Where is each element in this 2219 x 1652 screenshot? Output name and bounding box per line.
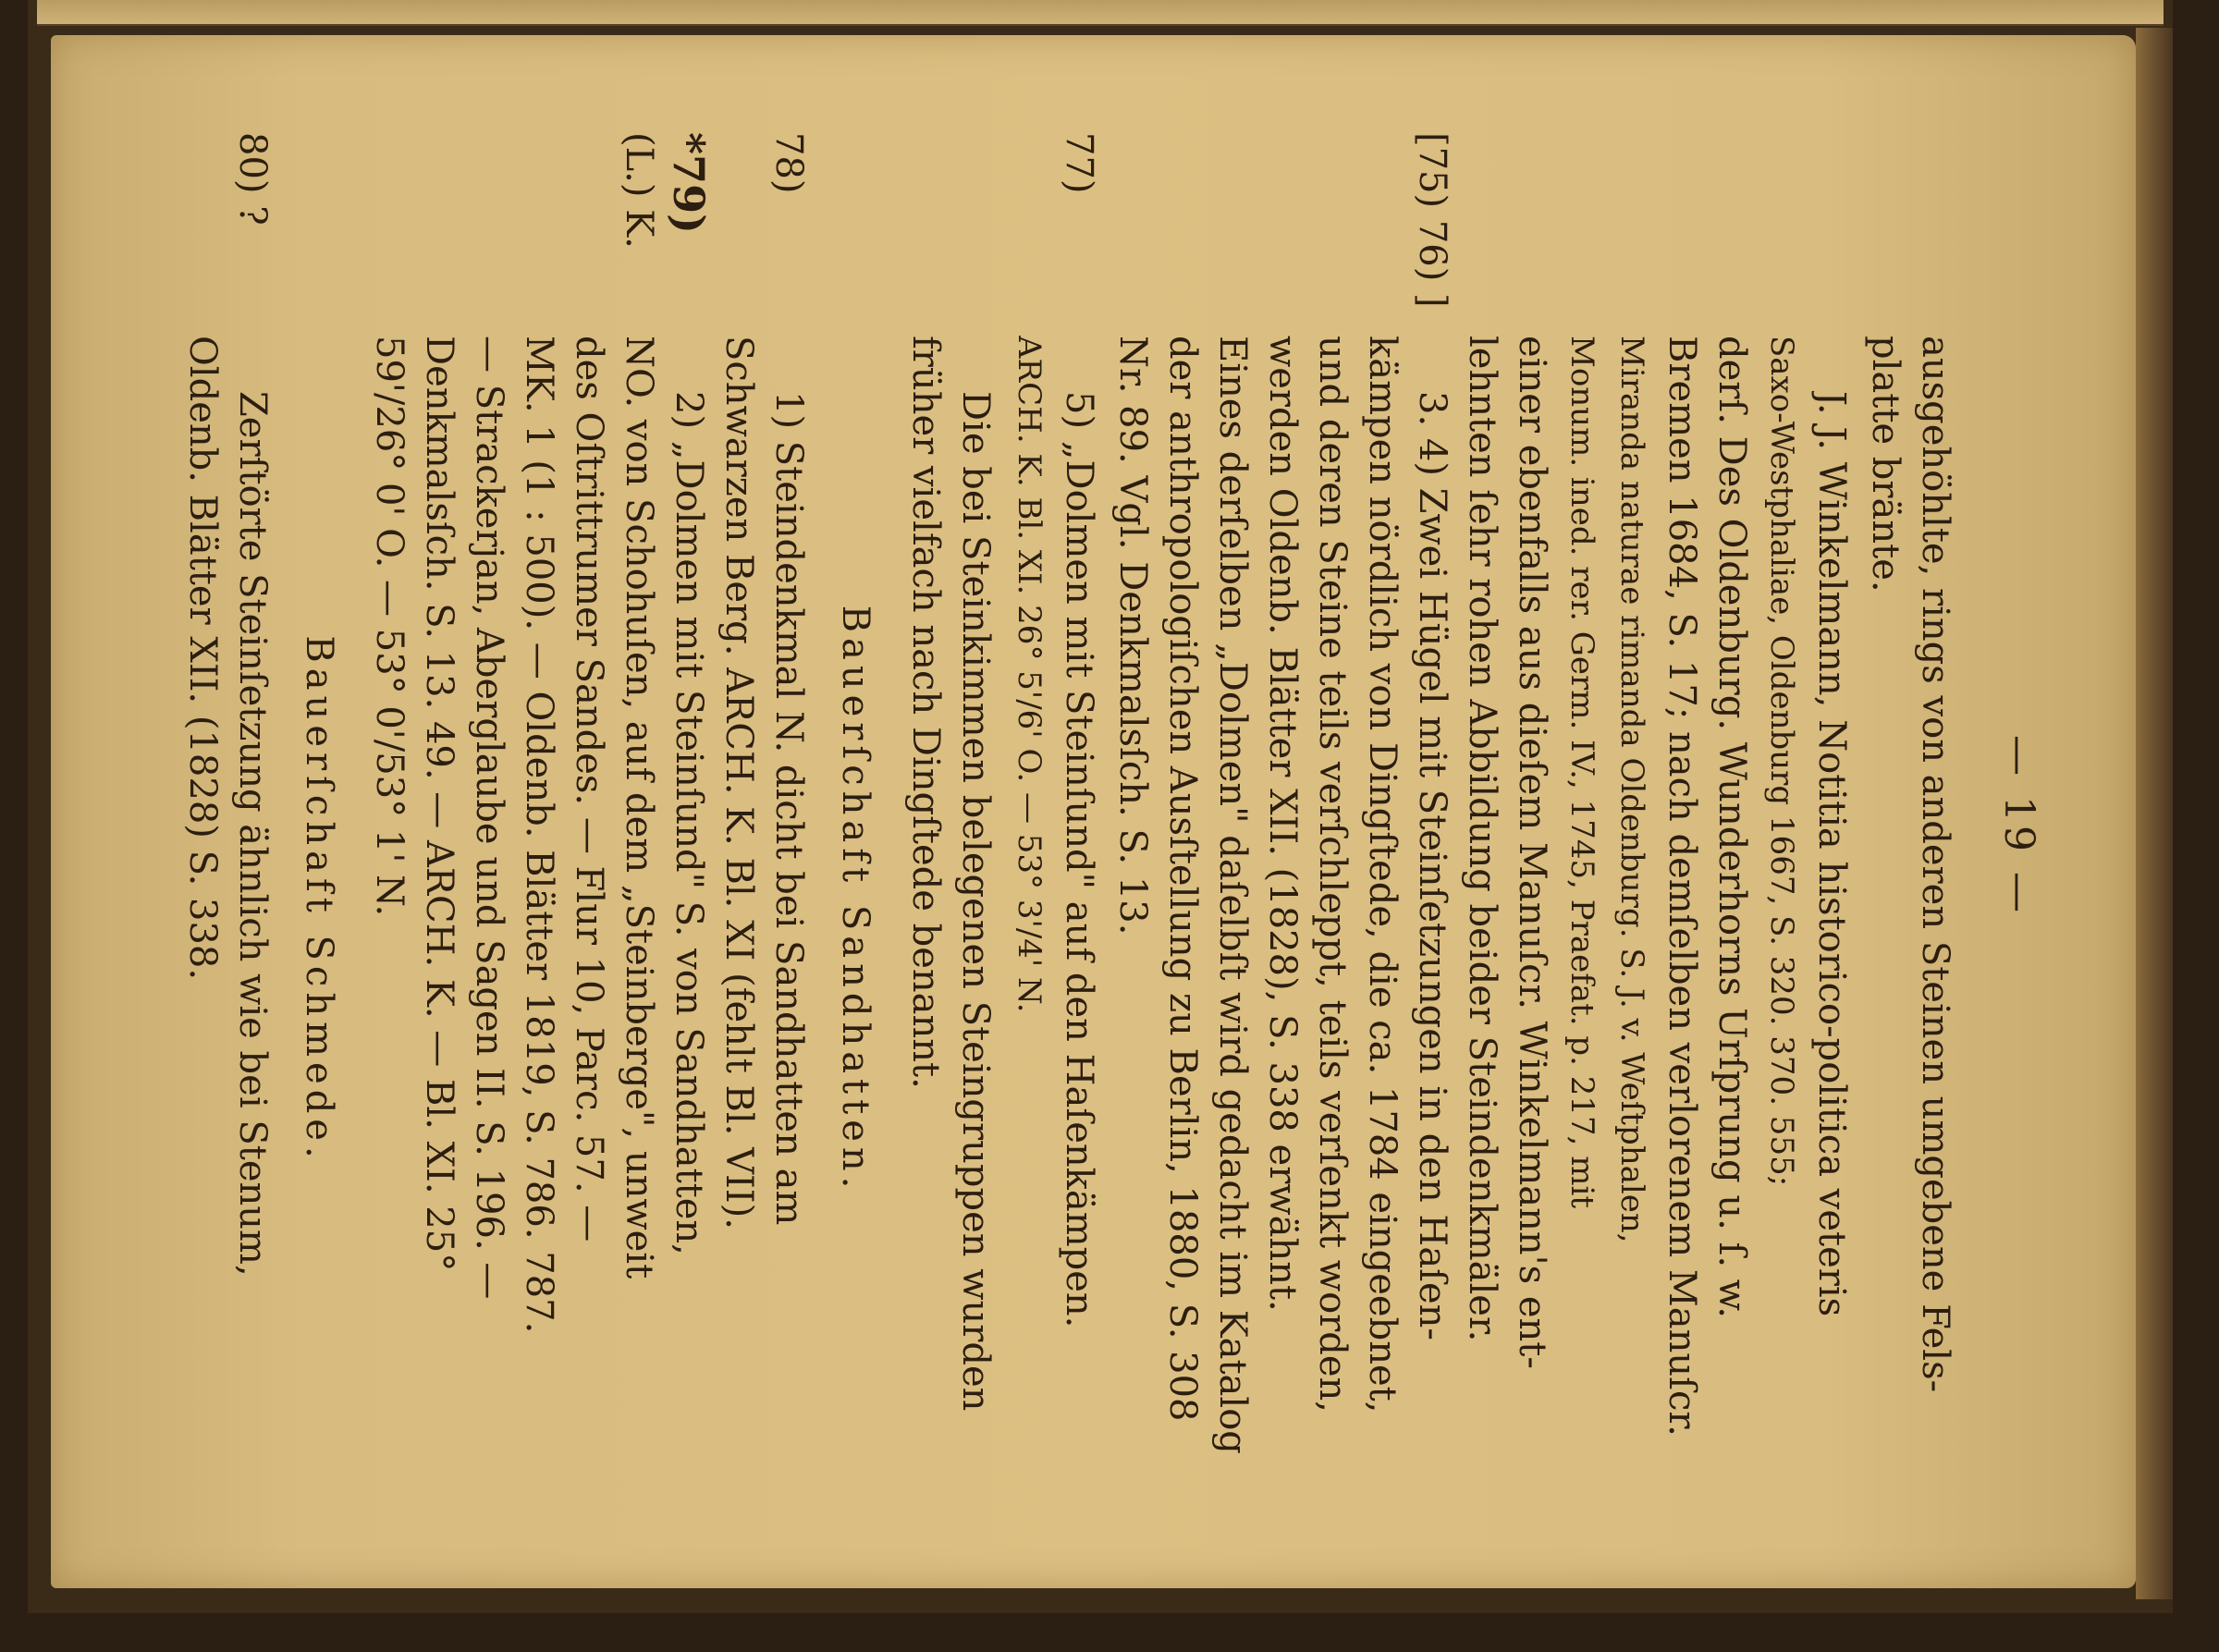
text-line: einer ebenfalls aus dieſem Manuſcr. Winkelmann's ent-	[1511, 336, 1553, 1369]
text-line: platte bränte.	[1864, 336, 1906, 593]
text-line: MK. 1 (1 : 500). — Oldenb. Blätter 1819, S. 786. 787.	[518, 336, 560, 1334]
text-line: ARCH. K. Bl. XI. 26° 5'/6' O. — 53° 3'/4' N.	[1011, 336, 1048, 1013]
text-line: früher vielfach nach Dingſtede benannt.	[904, 336, 947, 1089]
text-line: 3. 4) Zwei Hügel mit Steinſetzungen in den Haſen-	[1411, 391, 1453, 1340]
entry-number: 80) ?	[231, 132, 274, 226]
entry-number: 77)	[1058, 132, 1100, 194]
section-heading: Bauerſchaft Sandhatten.	[834, 605, 877, 1194]
entry-number: [75) 76) ]	[1411, 132, 1453, 308]
text-line: des Oſtrittrumer Sandes. — Flur 10, Parc. 57. —	[568, 336, 610, 1242]
text-line: werden Oldenb. Blätter XII. (1828), S. 338 erwähnt.	[1261, 336, 1304, 1312]
text-line: lehnten ſehr rohen Abbildung beider Steindenkmäler.	[1461, 336, 1503, 1342]
page-text	[120, 114, 2099, 1537]
entry-number: *79)	[664, 132, 714, 234]
text-line: 2) „Dolmen mit Steinſund" S. von Sandhatten,	[668, 391, 710, 1255]
text-line: Saxo-Westphaliae, Oldenburg 1667, S. 320. 370. 555;	[1763, 336, 1800, 1187]
text-line: Oldenb. Blätter XII. (1828) S. 338.	[181, 336, 224, 981]
rotated-text-frame	[120, 114, 2099, 1537]
text-line: Die bei Steinkimmen belegenen Steingruppen wurden	[954, 391, 997, 1412]
book-gutter-strip	[37, 0, 2164, 26]
entry-number: 78)	[767, 132, 810, 194]
text-line: 5) „Dolmen mit Steinſund" auf den Haſenkämpen.	[1058, 391, 1100, 1328]
entry-sublabel: (L.) K.	[618, 132, 660, 249]
page-edge	[2136, 28, 2173, 1599]
text-line: derſ. Des Oldenburg. Wunderhorns Urſprung u. ſ. w.	[1710, 336, 1753, 1318]
text-line: Schwarzen Berg. ARCH. K. Bl. XI (fehlt Bl. VII).	[717, 336, 760, 1230]
section-heading: Bauerſchaft Schmede.	[298, 635, 340, 1164]
text-line: Monum. ined. rer. Germ. IV., 1745, Praefat. p. 217, mit	[1563, 336, 1600, 1209]
text-line: Miranda naturae rimanda Oldenburg. S. J. v. Weſtphalen,	[1613, 336, 1650, 1243]
text-line: Zerſtörte Steinſetzung ähnlich wie bei Stenum,	[231, 391, 274, 1277]
text-line: ausgehöhlte, rings von anderen Steinen umgebene Fels-	[1914, 336, 1956, 1393]
text-line: NO. von Schohuſen, auf dem „Steinberge", unweit	[618, 336, 660, 1279]
text-line: und deren Steine teils verſchleppt, teils verſenkt worden,	[1311, 336, 1354, 1413]
text-line: der anthropologiſchen Ausſtellung zu Berlin, 1880, S. 308	[1161, 336, 1204, 1422]
text-line: kämpen nördlich von Dingſtede, die ca. 1784 eingeebnet,	[1361, 336, 1404, 1413]
text-line: — Strackerjan, Aberglaube und Sagen II. S. 196. —	[468, 336, 510, 1300]
text-line: 59'/26° 0' O. — 53° 0'/53° 1' N.	[368, 336, 411, 917]
text-line: 1) Steindenkmal N. dicht bei Sandhatten am	[767, 391, 810, 1226]
page-number: — 19 —	[1995, 735, 2042, 916]
text-line: J. J. Winkelmann, Notitia historico-politica veteris	[1810, 391, 1853, 1317]
text-line: Eines derſelben „Dolmen" daſelbſt wird gedacht im Katalog	[1211, 336, 1254, 1454]
text-line: Nr. 89. Vgl. Denkmalsſch. S. 13.	[1111, 336, 1154, 936]
text-line: Denkmalsſch. S. 13. 49. — ARCH. K. — Bl. XI. 25°	[418, 336, 460, 1272]
text-line: Bremen 1684, S. 17; nach demſelben verlorenem Manuſcr.	[1661, 336, 1703, 1437]
